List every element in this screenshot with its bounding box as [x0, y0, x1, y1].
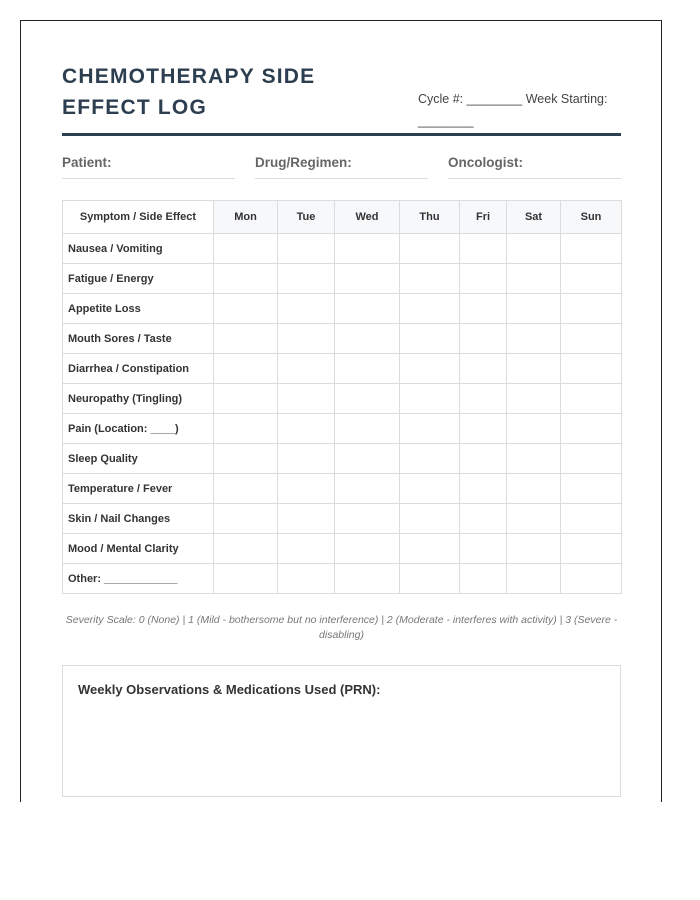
severity-cell-mon[interactable] [214, 474, 278, 504]
symptom-label: Fatigue / Energy [63, 264, 214, 294]
severity-cell-sat[interactable] [507, 444, 561, 474]
side-effect-table [62, 200, 622, 594]
severity-cell-sat[interactable] [507, 354, 561, 384]
severity-cell-mon[interactable] [214, 564, 278, 594]
cycle-week-info[interactable]: Cycle #: ________ Week Starting: ________ [418, 92, 608, 128]
severity-cell-sun[interactable] [561, 384, 622, 414]
severity-cell-mon[interactable] [214, 354, 278, 384]
severity-cell-sun[interactable] [561, 294, 622, 324]
severity-cell-mon[interactable] [214, 234, 278, 264]
severity-cell-sat[interactable] [507, 294, 561, 324]
severity-cell-tue[interactable] [278, 324, 335, 354]
severity-cell-thu[interactable] [400, 354, 460, 384]
header-divider [62, 133, 621, 136]
severity-cell-mon[interactable] [214, 444, 278, 474]
severity-cell-fri[interactable] [460, 264, 507, 294]
severity-cell-tue[interactable] [278, 384, 335, 414]
symptom-label: Skin / Nail Changes [63, 504, 214, 534]
table-row [63, 384, 622, 414]
title-line-2: EFFECT LOG [62, 96, 207, 119]
severity-cell-sat[interactable] [507, 264, 561, 294]
severity-cell-mon[interactable] [214, 504, 278, 534]
symptom-label: Nausea / Vomiting [63, 234, 214, 264]
severity-cell-tue[interactable] [278, 264, 335, 294]
severity-cell-wed[interactable] [335, 534, 400, 564]
symptom-label: Mouth Sores / Taste [63, 324, 214, 354]
severity-cell-thu[interactable] [400, 534, 460, 564]
severity-cell-mon[interactable] [214, 294, 278, 324]
table-row [63, 414, 622, 444]
oncologist-label: Oncologist: [448, 155, 523, 170]
severity-cell-sun[interactable] [561, 414, 622, 444]
severity-cell-sun[interactable] [561, 474, 622, 504]
table-row [63, 264, 622, 294]
severity-cell-mon[interactable] [214, 534, 278, 564]
header-symptom: Symptom / Side Effect [63, 201, 214, 234]
document-header [62, 61, 621, 135]
severity-cell-thu[interactable] [400, 294, 460, 324]
weekly-observations-box[interactable] [62, 665, 621, 797]
symptom-label: Other: ____________ [63, 564, 214, 594]
symptom-label: Appetite Loss [63, 294, 214, 324]
title-line-1: CHEMOTHERAPY SIDE [62, 65, 316, 88]
severity-cell-sun[interactable] [561, 534, 622, 564]
severity-cell-wed[interactable] [335, 474, 400, 504]
table-row [63, 504, 622, 534]
severity-scale-note: Severity Scale: 0 (None) | 1 (Mild - bothersome but no interference) | 2 (Moderate - interferes with activity) | 3 (Severe - disabling) [65, 614, 618, 641]
oncologist-field[interactable] [448, 153, 621, 179]
severity-cell-fri[interactable] [460, 324, 507, 354]
severity-cell-thu[interactable] [400, 324, 460, 354]
severity-cell-wed[interactable] [335, 384, 400, 414]
header-sun: Sun [561, 201, 622, 234]
severity-cell-thu[interactable] [400, 564, 460, 594]
header-mon: Mon [214, 201, 278, 234]
severity-cell-fri[interactable] [460, 564, 507, 594]
severity-cell-sat[interactable] [507, 474, 561, 504]
patient-field[interactable] [62, 153, 235, 179]
severity-cell-sat[interactable] [507, 384, 561, 414]
severity-cell-sat[interactable] [507, 504, 561, 534]
severity-cell-fri[interactable] [460, 474, 507, 504]
severity-cell-sat[interactable] [507, 414, 561, 444]
severity-cell-sat[interactable] [507, 324, 561, 354]
severity-cell-fri[interactable] [460, 414, 507, 444]
drug-regimen-label: Drug/Regimen: [255, 155, 352, 170]
patient-label: Patient: [62, 155, 112, 170]
severity-cell-fri[interactable] [460, 384, 507, 414]
symptom-label: Sleep Quality [63, 444, 214, 474]
observations-title: Weekly Observations & Medications Used (PRN): [78, 682, 381, 697]
table-row [63, 564, 622, 594]
severity-cell-sun[interactable] [561, 504, 622, 534]
info-fields [62, 153, 621, 180]
header-tue: Tue [278, 201, 335, 234]
table-row [63, 234, 622, 264]
severity-cell-thu[interactable] [400, 384, 460, 414]
severity-cell-fri[interactable] [460, 354, 507, 384]
severity-cell-wed[interactable] [335, 504, 400, 534]
severity-cell-thu[interactable] [400, 264, 460, 294]
severity-cell-tue[interactable] [278, 474, 335, 504]
header-fri: Fri [460, 201, 507, 234]
severity-cell-sat[interactable] [507, 534, 561, 564]
header-thu: Thu [400, 201, 460, 234]
severity-cell-tue[interactable] [278, 234, 335, 264]
severity-cell-wed[interactable] [335, 354, 400, 384]
severity-cell-tue[interactable] [278, 504, 335, 534]
severity-cell-fri[interactable] [460, 534, 507, 564]
symptom-label: Mood / Mental Clarity [63, 534, 214, 564]
table-row [63, 324, 622, 354]
table-row [63, 354, 622, 384]
severity-cell-sun[interactable] [561, 324, 622, 354]
severity-cell-wed[interactable] [335, 264, 400, 294]
header-wed: Wed [335, 201, 400, 234]
severity-cell-tue[interactable] [278, 414, 335, 444]
severity-cell-sat[interactable] [507, 234, 561, 264]
severity-cell-sun[interactable] [561, 444, 622, 474]
severity-cell-sun[interactable] [561, 264, 622, 294]
document-page [20, 20, 662, 802]
severity-cell-tue[interactable] [278, 354, 335, 384]
table-row [63, 474, 622, 504]
severity-cell-wed[interactable] [335, 414, 400, 444]
severity-cell-sun[interactable] [561, 354, 622, 384]
severity-cell-tue[interactable] [278, 444, 335, 474]
drug-regimen-field[interactable] [255, 153, 428, 179]
severity-cell-thu[interactable] [400, 504, 460, 534]
severity-cell-fri[interactable] [460, 504, 507, 534]
severity-cell-thu[interactable] [400, 474, 460, 504]
severity-cell-sun[interactable] [561, 234, 622, 264]
severity-cell-wed[interactable] [335, 294, 400, 324]
severity-cell-tue[interactable] [278, 294, 335, 324]
severity-cell-mon[interactable] [214, 384, 278, 414]
severity-cell-fri[interactable] [460, 444, 507, 474]
severity-cell-tue[interactable] [278, 534, 335, 564]
page-title [62, 61, 362, 123]
severity-cell-thu[interactable] [400, 234, 460, 264]
severity-cell-fri[interactable] [460, 234, 507, 264]
severity-cell-fri[interactable] [460, 294, 507, 324]
symptom-label: Diarrhea / Constipation [63, 354, 214, 384]
severity-cell-mon[interactable] [214, 324, 278, 354]
table-header-row [63, 201, 622, 234]
severity-cell-sun[interactable] [561, 564, 622, 594]
severity-cell-thu[interactable] [400, 414, 460, 444]
severity-cell-wed[interactable] [335, 444, 400, 474]
severity-cell-mon[interactable] [214, 264, 278, 294]
symptom-label: Temperature / Fever [63, 474, 214, 504]
severity-cell-thu[interactable] [400, 444, 460, 474]
header-sat: Sat [507, 201, 561, 234]
severity-cell-mon[interactable] [214, 414, 278, 444]
severity-cell-tue[interactable] [278, 564, 335, 594]
severity-cell-sat[interactable] [507, 564, 561, 594]
symptom-label: Pain (Location: ____) [63, 414, 214, 444]
symptom-label: Neuropathy (Tingling) [63, 384, 214, 414]
severity-cell-wed[interactable] [335, 234, 400, 264]
table-row [63, 294, 622, 324]
table-row [63, 444, 622, 474]
severity-cell-wed[interactable] [335, 564, 400, 594]
severity-cell-wed[interactable] [335, 324, 400, 354]
table-row [63, 534, 622, 564]
